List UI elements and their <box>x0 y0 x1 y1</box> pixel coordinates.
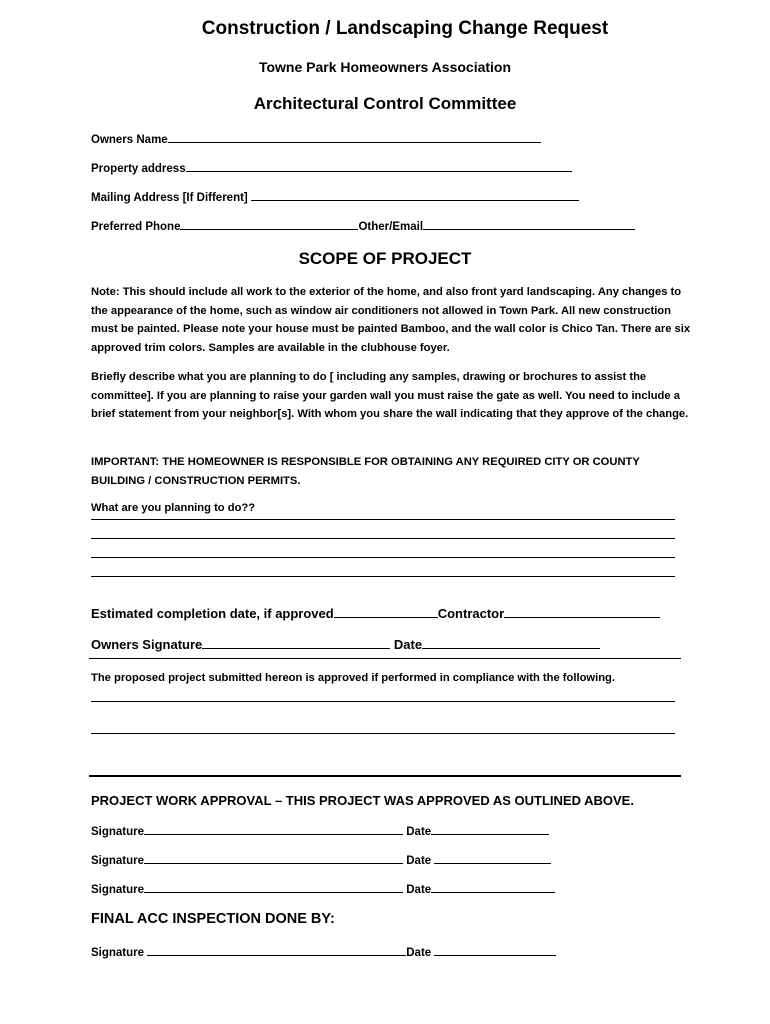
property-address-label: Property address <box>91 163 186 175</box>
owners-date-label: Date <box>393 637 423 652</box>
work-approval-heading: PROJECT WORK APPROVAL – THIS PROJECT WAS APPROVED AS OUTLINED ABOVE. <box>91 793 634 808</box>
signature-label: Signature <box>91 855 145 867</box>
compliance-text: The proposed project submitted hereon is approved if performed in compliance with the following. <box>91 672 615 684</box>
contractor-label: Contractor <box>437 606 505 621</box>
date-label: Date <box>406 855 432 867</box>
preferred-phone-label: Preferred Phone <box>91 221 181 233</box>
approval-signature-row-3 <box>91 881 555 896</box>
answer-line[interactable] <box>91 538 675 539</box>
approval-signature-row-1 <box>91 823 549 838</box>
section-divider <box>89 658 681 659</box>
mailing-address-label: Mailing Address [If Different] <box>91 192 248 204</box>
date-field[interactable] <box>431 881 555 893</box>
scope-note: Note: This should include all work to the exterior of the home, and also front yard landscaping. Any changes to the appearance of the home, such as window air conditioners not allowed in Town Park. All new construction must be painted. Please note your house must be painted Bamboo, and the wall color is Chico Tan. There are six approved trim colors. Samples are available in the clubhouse foyer. <box>91 286 691 354</box>
answer-line[interactable] <box>91 557 675 558</box>
compliance-line[interactable] <box>91 733 675 734</box>
important-notice: IMPORTANT: THE HOMEOWNER IS RESPONSIBLE FOR OBTAINING ANY REQUIRED CITY OR COUNTY BUILDING / CONSTRUCTION PERMITS. <box>91 456 640 487</box>
mailing-address-field[interactable] <box>251 189 579 201</box>
owners-name-field[interactable] <box>168 131 541 143</box>
date-label: Date <box>406 884 432 896</box>
signature-label: Signature <box>91 947 145 959</box>
property-address-field[interactable] <box>186 160 572 172</box>
other-email-field[interactable] <box>423 218 635 230</box>
completion-row <box>91 606 660 621</box>
approval-signature-row-2 <box>91 852 551 867</box>
planning-question: What are you planning to do?? <box>91 502 256 514</box>
signature-field[interactable] <box>144 823 403 835</box>
signature-field[interactable] <box>147 944 406 956</box>
thick-divider <box>89 775 681 777</box>
owners-date-field[interactable] <box>422 637 600 649</box>
date-field[interactable] <box>434 944 556 956</box>
owners-signature-row <box>91 637 600 652</box>
other-email-label: Other/Email <box>358 221 424 233</box>
signature-label: Signature <box>91 826 145 838</box>
signature-field[interactable] <box>144 881 403 893</box>
estimated-completion-field[interactable] <box>334 606 438 618</box>
final-inspection-heading: FINAL ACC INSPECTION DONE BY: <box>91 911 335 927</box>
owners-name-row <box>91 131 541 146</box>
compliance-line[interactable] <box>91 701 675 702</box>
association-name: Towne Park Homeowners Association <box>258 59 512 75</box>
owners-name-label: Owners Name <box>91 134 168 146</box>
contractor-field[interactable] <box>504 606 660 618</box>
signature-label: Signature <box>91 884 145 896</box>
scope-heading: SCOPE OF PROJECT <box>298 249 472 268</box>
mailing-address-row <box>91 189 579 204</box>
committee-name: Architectural Control Committee <box>253 94 517 113</box>
scope-describe: Briefly describe what you are planning to do [ including any samples, drawing or brochures to assist the committee]. If you are planning to raise your garden wall you must raise the gate as well. You need to include a brief statement from your neighbor[s]. With whom you share the wall indicating that they approve of the change. <box>91 371 689 420</box>
date-field[interactable] <box>431 823 549 835</box>
estimated-completion-label: Estimated completion date, if approved <box>91 606 334 621</box>
answer-line[interactable] <box>91 519 675 520</box>
preferred-phone-field[interactable] <box>180 218 358 230</box>
form-title: Construction / Landscaping Change Request <box>201 18 609 39</box>
owners-signature-field[interactable] <box>202 637 390 649</box>
property-address-row <box>91 160 572 175</box>
signature-field[interactable] <box>144 852 403 864</box>
phone-email-row <box>91 218 635 233</box>
date-label: Date <box>406 947 432 959</box>
final-signature-row <box>91 944 556 959</box>
date-label: Date <box>406 826 432 838</box>
date-field[interactable] <box>434 852 551 864</box>
answer-line[interactable] <box>91 576 675 577</box>
owners-signature-label: Owners Signature <box>91 637 203 652</box>
